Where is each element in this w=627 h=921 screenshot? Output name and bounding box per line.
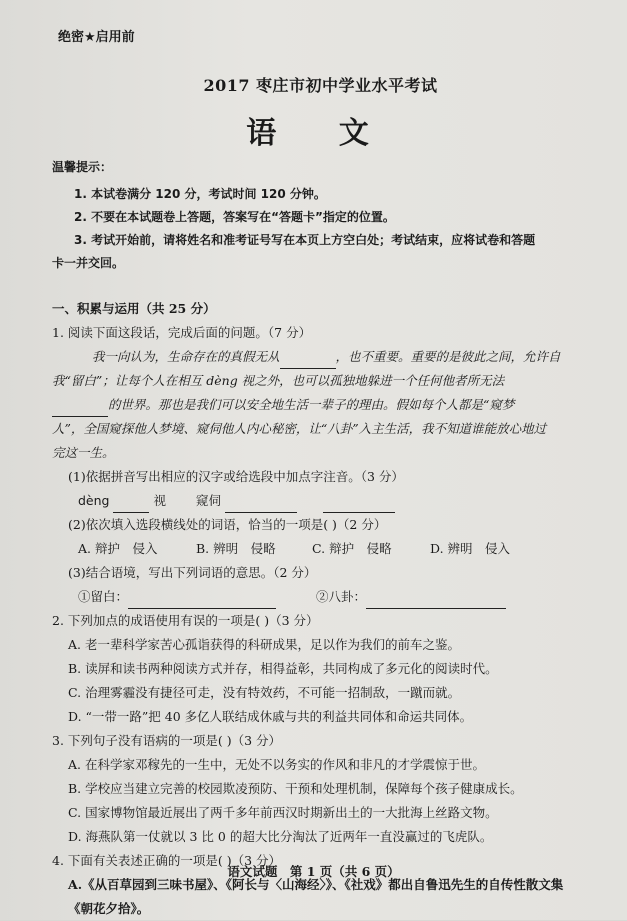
q1-sub2-option-b: B. 辨明 侵略: [196, 541, 276, 556]
tip-1: 1. 本试卷满分 120 分，考试时间 120 分钟。: [74, 187, 326, 201]
q4-stem: 4. 下面有关表述正确的一项是( )（3 分）: [52, 853, 282, 868]
q4-option-a: A.《从百草园到三味书屋》、《阿长与〈山海经〉》、《社戏》都出自鲁迅先生的自传性散文集: [68, 877, 564, 892]
section-1-title: 一、积累与运用（共 25 分）: [52, 301, 216, 316]
q1-sub2: (2)依次填入选段横线处的词语，恰当的一项是( )（2 分）: [68, 517, 387, 532]
exam-title: 2017 枣庄市初中学业水平考试: [203, 76, 438, 95]
q1-sub3-answers: [52, 585, 589, 609]
pinyin-deng: dèng: [78, 493, 110, 508]
q1-sub2-option-a: A. 辩护 侵入: [78, 541, 158, 556]
answer-blank-liubai[interactable]: [128, 592, 276, 609]
subject-title: 语 文: [246, 116, 395, 151]
confidential-mark: 绝密★启用前: [58, 30, 135, 45]
q3-option-d: D. 海燕队第一仗就以 3 比 0 的超大比分淘汰了近两年一直没赢过的飞虎队。: [68, 829, 493, 844]
tip-3-cont: 卡一并交回。: [52, 256, 125, 270]
q1-sub1: (1)依据拼音写出相应的汉字或给选段中加点字注音。（3 分）: [68, 469, 404, 484]
q2-option-b: B. 读屏和读书两种阅读方式并存，相得益彰，共同构成了多元化的阅读时代。: [68, 661, 498, 676]
answer-blank-kui[interactable]: [225, 496, 297, 513]
q3-option-b: B. 学校应当建立完善的校园欺凌预防、干预和处理机制，保障每个孩子健康成长。: [68, 781, 523, 796]
q1-sub2-option-d: D. 辨明 侵入: [430, 541, 511, 556]
q2-option-c: C. 治理雾霾没有捷径可走，没有特效药，不可能一招制敌，一蹴而就。: [68, 685, 461, 700]
passage-blank-2[interactable]: [52, 400, 108, 417]
passage-line-1b: ，也不重要。重要的是彼此之间，允许自: [335, 349, 561, 364]
word-kuisi: 窥伺: [195, 493, 221, 508]
q3-option-c: C. 国家博物馆最近展出了两千多年前西汉时期新出土的一大批海上丝路文物。: [68, 805, 498, 820]
tips-label: 温馨提示：: [52, 160, 113, 174]
q1-sub2-option-c: C. 辩护 侵略: [312, 541, 392, 556]
term-liubai: ①留白：: [78, 589, 129, 604]
q1-sub1-answers: [52, 489, 589, 513]
q4-option-a-cont: 《朝花夕拾》。: [68, 901, 150, 916]
tip-2: 2. 不要在本试题卷上答题，答案写在“答题卡”指定的位置。: [74, 210, 395, 224]
page-footer: 语文试题 第 1 页（共 6 页）: [227, 864, 400, 879]
q1-stem: 1. 阅读下面这段话，完成后面的问题。（7 分）: [52, 325, 312, 340]
char-shi: 视: [153, 493, 166, 508]
q2-stem: 2. 下列加点的成语使用有误的一项是( )（3 分）: [52, 613, 319, 628]
passage-blank-1[interactable]: [280, 352, 336, 369]
q1-sub2-options: [52, 537, 589, 561]
passage-line-5: 完这一生。: [52, 445, 115, 460]
tip-3: 3. 考试开始前，请将姓名和准考证号写在本页上方空白处；考试结束，应将试卷和答题: [74, 233, 536, 247]
q1-sub3: (3)结合语境，写出下列词语的意思。（2 分）: [68, 565, 317, 580]
answer-blank-deng[interactable]: [113, 496, 149, 513]
q2-option-d: D. “一带一路”把 40 多亿人联结成休戚与共的利益共同体和命运共同体。: [68, 709, 473, 724]
term-bagua: ②八卦：: [316, 589, 367, 604]
passage-line-3: 的世界。那也是我们可以安全地生活一辈子的理由。假如每个人都是“窥梦: [108, 397, 515, 412]
answer-blank-si[interactable]: [323, 496, 395, 513]
passage-line-2: 我“留白”；让每个人在相互 dèng 视之外，也可以孤独地躲进一个任何他者所无法: [52, 373, 505, 388]
q3-stem: 3. 下列句子没有语病的一项是( )（3 分）: [52, 733, 282, 748]
answer-blank-bagua[interactable]: [366, 592, 506, 609]
passage-line-1a: 我一向认为，生命存在的真假无从: [92, 349, 280, 364]
passage-line-4: 人”，全国窥探他人梦境、窥伺他人内心秘密，让“八卦”入主生活，我不知道谁能放心地过: [52, 421, 547, 436]
q3-option-a: A. 在科学家邓稼先的一生中，无处不以务实的作风和非凡的才学震惊于世。: [68, 757, 485, 772]
q1-passage: [52, 345, 589, 465]
q2-option-a: A. 老一辈科学家苦心孤诣获得的科研成果，足以作为我们的前车之鉴。: [68, 637, 460, 652]
